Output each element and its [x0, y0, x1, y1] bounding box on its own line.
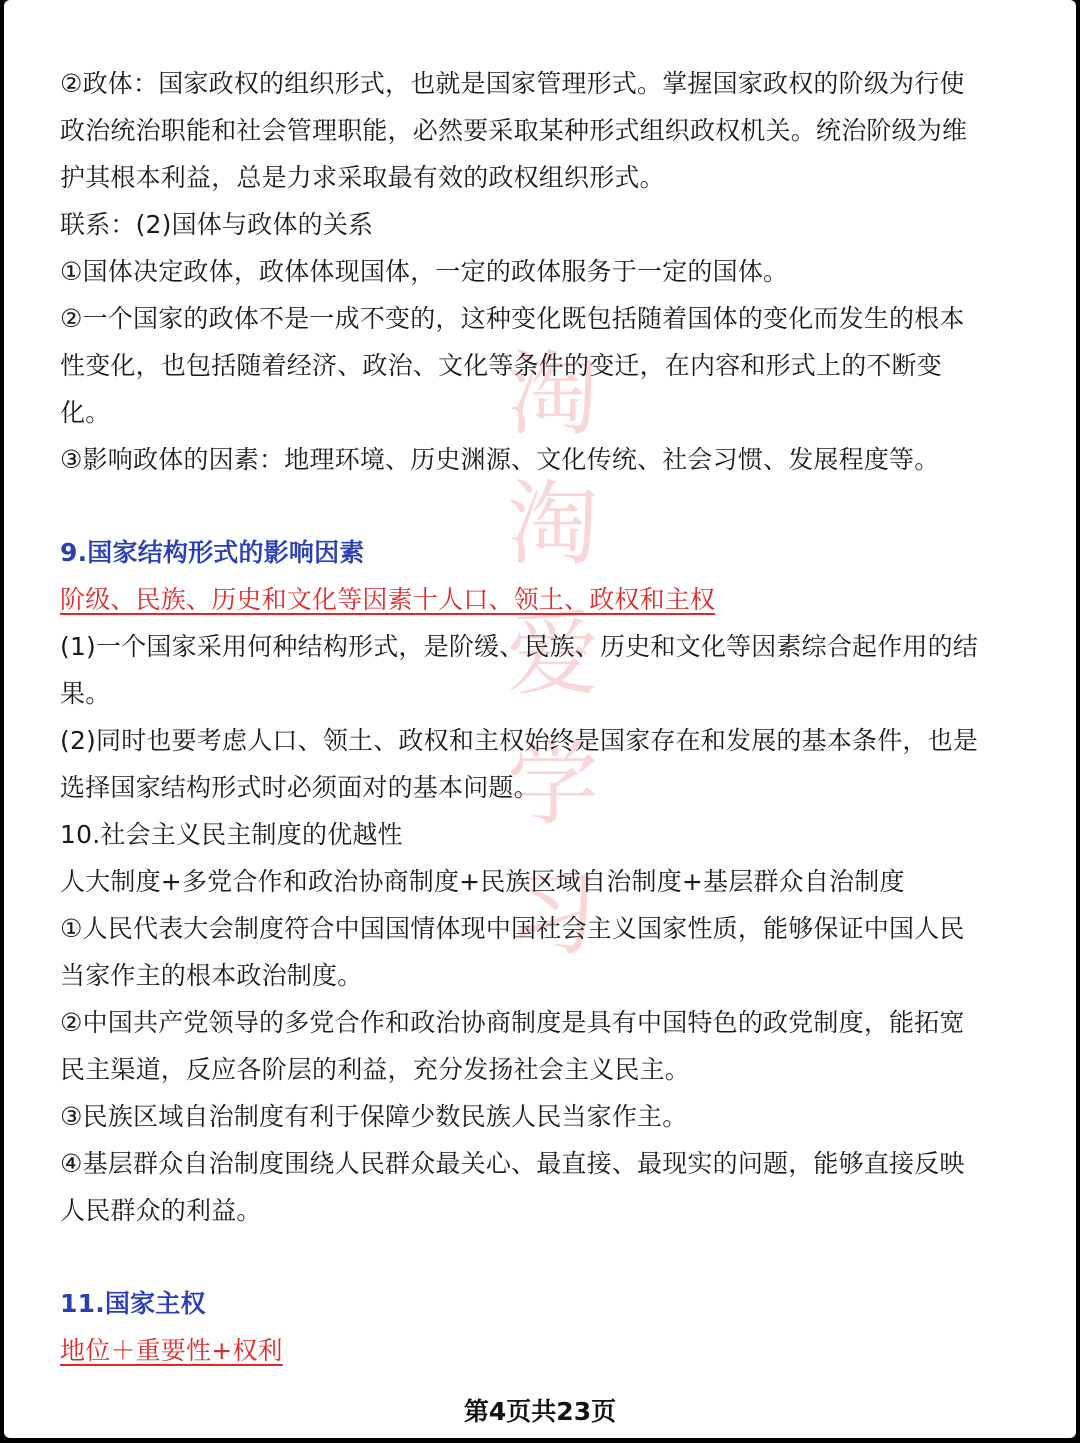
text-line: 人大制度+多党合作和政治协商制度+民族区域自治制度+基层群众自治制度	[60, 867, 905, 896]
text-line: (2)同时也要考虑人口、领土、政权和主权始终是国家存在和发展的基本条件，也是	[60, 726, 979, 755]
section-spacer	[60, 1234, 1010, 1280]
watermark-char: 爱	[506, 601, 599, 708]
watermark-char: 学	[506, 731, 599, 838]
text-line: 护其根本利益，总是力求采取最有效的政权组织形式。	[60, 163, 665, 192]
section-summary-9	[60, 576, 1010, 623]
text-line: 联系：(2)国体与政体的关系	[60, 210, 374, 239]
section-spacer	[60, 483, 1010, 529]
document-page	[4, 0, 1076, 1438]
text-line: 政治统治职能和社会管理职能，必然要采取某种形式组织政权机关。统治阶级为维	[60, 116, 968, 145]
summary-text: 地位＋重要性+权利	[60, 1336, 283, 1365]
text-line: ①国体决定政体，政体体现国体，一定的政体服务于一定的国体。	[60, 257, 789, 286]
watermark-char: 淘	[506, 341, 599, 448]
text-line: (1)一个国家采用何种结构形式，是阶缓、民族、历史和文化等因素综合起作用的结	[60, 632, 979, 661]
page-number: 第4页共23页	[463, 1397, 617, 1426]
text-line: 民主渠道，反应各阶层的利益，充分发扬社会主义民主。	[60, 1055, 691, 1084]
text-line: ②一个国家的政体不是一成不变的，这种变化既包括随着国体的变化而发生的根本	[60, 304, 965, 333]
text-line: ④基层群众自治制度围绕人民群众最关心、最直接、最现实的问题，能够直接反映	[60, 1149, 965, 1178]
text-line: 选择国家结构形式时必须面对的基本问题。	[60, 773, 539, 802]
text-line: 当家作主的根本政治制度。	[60, 961, 363, 990]
text-line: 人民群众的利益。	[60, 1196, 262, 1225]
text-line: 性变化，也包括随着经济、政治、文化等条件的变迁，在内容和形式上的不断变	[60, 351, 943, 380]
summary-text: 阶级、民族、历史和文化等因素十人口、领土、政权和主权	[60, 585, 716, 614]
text-line: 果。	[60, 679, 111, 708]
section-heading-10: 10.社会主义民主制度的优越性	[60, 820, 403, 849]
text-line: ①人民代表大会制度符合中国国情体现中国社会主义国家性质，能够保证中国人民	[60, 914, 965, 943]
text-line: ③民族区域自治制度有利于保障少数民族人民当家作主。	[60, 1102, 688, 1131]
document-body	[60, 60, 1010, 1374]
watermark-char: 习	[506, 861, 599, 968]
text-line: ②中国共产党领导的多党合作和政治协商制度是具有中国特色的政党制度，能拓宽	[60, 1008, 965, 1037]
section-summary-11	[60, 1327, 1010, 1374]
text-line: 化。	[60, 398, 111, 427]
section-heading-9: 9.国家结构形式的影响因素	[60, 538, 365, 567]
section-heading-11: 11.国家主权	[60, 1289, 206, 1318]
watermark-char: 淘	[506, 471, 599, 578]
text-line: ③影响政体的因素：地理环境、历史渊源、文化传统、社会习惯、发展程度等。	[60, 445, 940, 474]
text-line: ②政体：国家政权的组织形式，也就是国家管理形式。掌握国家政权的阶级为行使	[60, 69, 965, 98]
